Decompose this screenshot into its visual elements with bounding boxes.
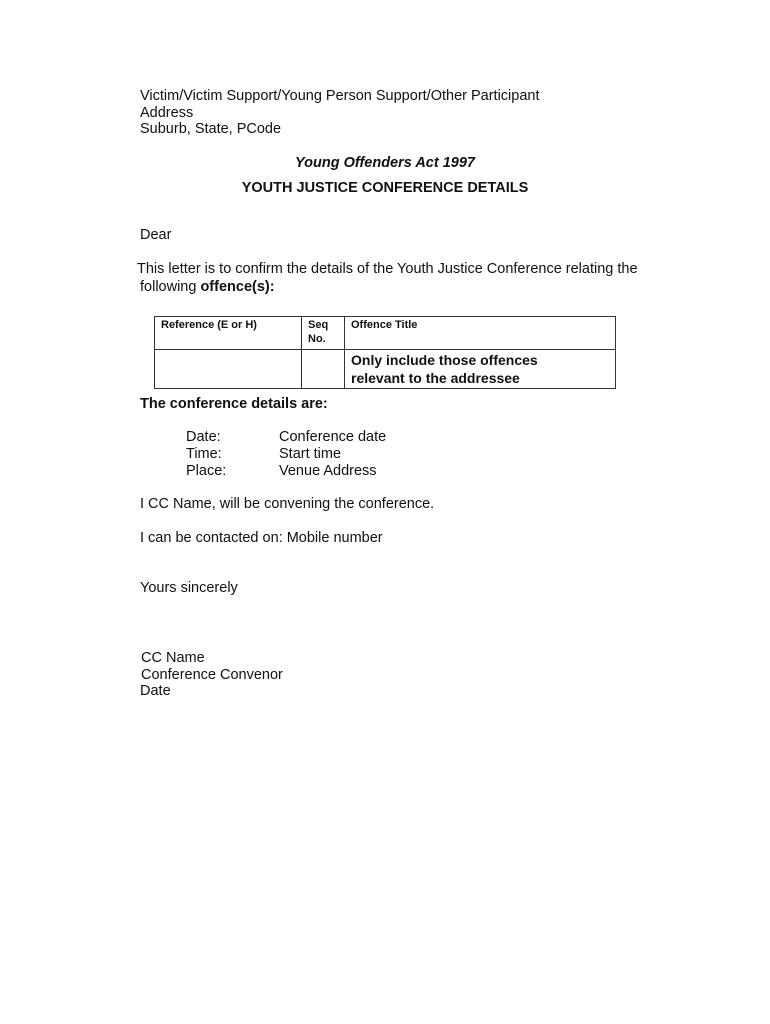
detail-value: Start time xyxy=(279,446,342,462)
header-reference: Reference (E or H) xyxy=(155,317,302,350)
detail-label: Time: xyxy=(186,446,222,462)
intro-line-2 xyxy=(140,279,275,296)
detail-label: Date: xyxy=(186,429,221,445)
offence-note-line1: Only include those offences xyxy=(351,352,538,368)
list-item xyxy=(186,446,386,463)
header-seq-line1: Seq xyxy=(308,319,329,331)
contact-text: I can be contacted on: Mobile number xyxy=(140,530,383,546)
details-heading: The conference details are: xyxy=(140,396,328,412)
offence-note-line2: relevant to the addressee xyxy=(351,370,520,386)
recipient-line-1: Victim/Victim Support/Young Person Support/Other Participant xyxy=(140,88,540,104)
list-item xyxy=(186,429,386,446)
list-item xyxy=(186,463,386,480)
intro-line-1: This letter is to confirm the details of the Youth Justice Conference relating the xyxy=(137,261,638,277)
closing-text: Yours sincerely xyxy=(140,580,238,596)
offence-table xyxy=(154,316,616,389)
header-seq xyxy=(302,317,345,350)
recipient-suburb: Suburb, State, PCode xyxy=(140,121,282,137)
convening-text: I CC Name, will be convening the conference. xyxy=(140,496,435,512)
cell-reference xyxy=(155,350,302,389)
intro-prefix: following xyxy=(140,279,201,295)
offence-table-header xyxy=(155,317,616,350)
detail-value: Conference date xyxy=(279,429,387,445)
detail-value: Venue Address xyxy=(279,463,377,479)
signature-role: Conference Convenor xyxy=(141,667,283,683)
cell-offence-title xyxy=(345,350,616,389)
letter-heading: YOUTH JUSTICE CONFERENCE DETAILS xyxy=(241,180,529,196)
header-seq-line2: No. xyxy=(308,333,326,345)
detail-label: Place: xyxy=(186,463,227,479)
signature-name: CC Name xyxy=(141,650,205,666)
recipient-address: Address xyxy=(140,105,194,121)
act-title: Young Offenders Act 1997 xyxy=(295,155,475,171)
salutation: Dear xyxy=(140,227,172,243)
table-row xyxy=(155,350,616,389)
header-offence-title: Offence Title xyxy=(345,317,616,350)
intro-offences: offence(s): xyxy=(200,279,275,295)
details-list xyxy=(186,429,386,480)
signature-date: Date xyxy=(140,683,171,699)
cell-seq xyxy=(302,350,345,389)
